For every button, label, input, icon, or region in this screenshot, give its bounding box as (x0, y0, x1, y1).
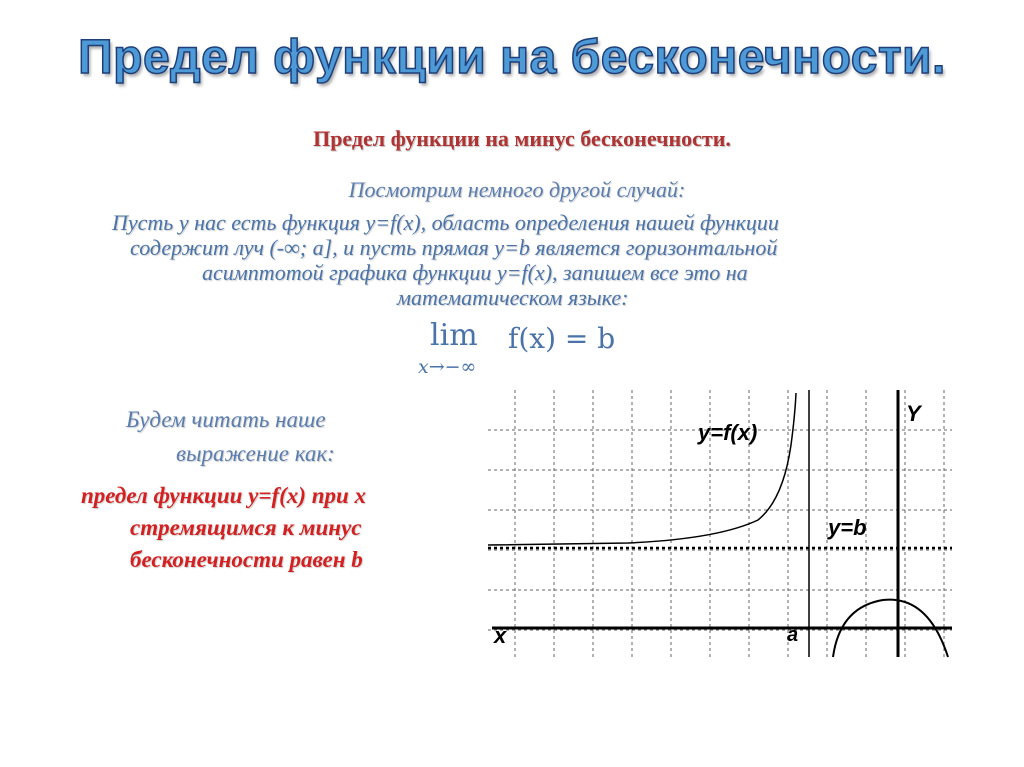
paragraph-line-3: асимптотой графика функции y=f(x), запишем все это на (202, 260, 748, 285)
label-y: Y (906, 401, 921, 426)
formula-expression: f(x) = b (508, 322, 616, 355)
reading-line-2: выражение как: (176, 441, 335, 466)
label-a: a (787, 624, 799, 646)
label-yb: y=b (828, 515, 867, 540)
label-fx: y=f(x) (698, 420, 758, 445)
reading-line-1: Будем читать наше (126, 407, 326, 432)
section-subtitle: Предел функции на минус бесконечности. (313, 126, 731, 151)
paragraph-line-4: математическом языке: (397, 285, 629, 310)
function-curve (488, 393, 796, 545)
formula-lim: lim (430, 318, 478, 353)
paragraph-line-1: Пусть у нас есть функция y=f(x), область определения нашей функции (112, 210, 779, 235)
formula-subscript: x→−∞ (418, 356, 477, 378)
reading-red-line-2: стремящимся к минус (130, 515, 362, 540)
function-graph (478, 385, 958, 660)
paragraph-line-2: содержит луч (-∞; a], и пусть прямая y=b является горизонтальной (130, 235, 778, 260)
reading-red-line-1: предел функции y=f(x) при x (81, 483, 367, 508)
reading-red-line-3: бесконечности равен b (130, 547, 363, 572)
intro-text: Посмотрим немного другой случай: (348, 177, 686, 202)
label-x: x (494, 623, 507, 648)
slide-title: Предел функции на бесконечности. (78, 31, 946, 84)
